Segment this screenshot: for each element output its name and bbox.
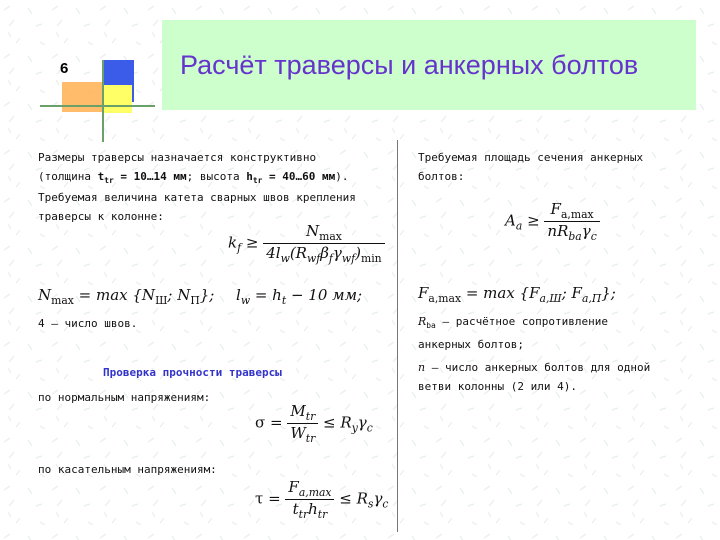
sigma-numerator (287, 402, 318, 424)
fa-symbol: F (418, 284, 429, 302)
weld-leg-paragraph (38, 188, 398, 226)
lw-symbol: l (236, 286, 241, 304)
aa-num-sub: a,max (560, 208, 594, 221)
kf-num-sub: max (319, 230, 342, 243)
t-subscript: tr (104, 176, 114, 186)
aa-den-sub-c: c (590, 230, 597, 243)
sigma-rhs-sub-y: y (351, 421, 358, 435)
welds-count: 4 – число швов. (38, 317, 138, 330)
nmax-symbol: N (38, 286, 52, 304)
kf-denominator (263, 244, 384, 265)
sigma-formula (255, 402, 373, 445)
kf-fraction (263, 222, 384, 265)
sigma-num-M: M (290, 402, 306, 420)
aa-den-sub-ba: ba (568, 230, 582, 243)
text-mid: ; высота (186, 170, 247, 183)
aa-den-gamma: γ (581, 222, 591, 240)
kf-den-sub-f: f (328, 252, 333, 265)
fa-max-formula (418, 284, 616, 305)
rba-line2: анкерных болтов; (418, 338, 524, 352)
tau-formula (255, 478, 388, 521)
shear-stress-label: по касательным напряжениям: (38, 463, 217, 476)
kf-numerator (263, 222, 384, 244)
geq-sign: ≥ (245, 233, 264, 252)
tau-rhs-sub-c: c (382, 497, 389, 511)
kf-den-close: ) (355, 244, 361, 262)
slide-number: 6 (60, 60, 69, 77)
kf-symbol: k (228, 233, 238, 252)
nmax-sub-p: П (190, 294, 200, 307)
n-text1: – число анкерных болтов для одной (425, 361, 651, 374)
text-close: ). (335, 170, 349, 183)
normal-stress-label: по нормальным напряжениям: (38, 391, 211, 404)
n-line1 (418, 358, 708, 377)
tau-fraction (285, 478, 334, 521)
rba-definition (418, 312, 708, 354)
aa-symbol: A (505, 211, 516, 230)
sigma-fraction (287, 402, 318, 445)
weld-leg-line1: Требуемая величина катета сварных швов крепления (38, 191, 356, 204)
tau-num-sub: a,max (298, 486, 332, 499)
kf-den-gamma: γ (332, 244, 342, 262)
sigma-rhs: ≤ R (318, 413, 352, 432)
rba-line1 (418, 312, 708, 335)
lw-mid: = h (250, 286, 282, 304)
tau-den-sub-tr: tr (298, 508, 309, 521)
rba-symbol: R (418, 315, 427, 328)
fa-mid2: ; F (561, 284, 582, 302)
tau-den-sub-tr2: tr (317, 508, 328, 521)
fa-subscript: a,max (428, 292, 462, 305)
travers-size-paragraph (38, 148, 398, 190)
aa-fraction (544, 200, 599, 243)
kf-den-sub-wf: wf (306, 252, 321, 265)
tau-rhs-sub-s: s (367, 497, 374, 511)
h-subscript: tr (252, 176, 263, 186)
tau-rhs-gamma: γ (373, 489, 383, 508)
travers-size-line1: Размеры траверсы назначается конструктивно (38, 151, 317, 164)
lw-sub-t: t (281, 294, 287, 307)
anchor-area-formula (505, 200, 600, 243)
travers-size-line2 (38, 167, 398, 190)
anchor-area-paragraph (418, 148, 708, 186)
tau-rhs: ≤ R (334, 489, 368, 508)
nmax-subscript: max (51, 294, 74, 307)
h-symbol: h (246, 170, 253, 183)
sigma-rhs-gamma: γ (357, 413, 367, 432)
nmax-rhs: = max {N (73, 286, 156, 304)
page-title: Расчёт траверсы и анкерных болтов (180, 50, 639, 80)
tau-num-F: F (288, 478, 299, 496)
aa-numerator (544, 200, 599, 222)
nmax-mid: ; N (167, 286, 191, 304)
tau-lhs: τ = (255, 489, 281, 508)
kf-den-sub-wf2: wf (341, 252, 356, 265)
aa-geq: ≥ (527, 211, 545, 230)
kf-den-beta: β (320, 244, 329, 262)
fa-sub-sh: a,Ш (539, 292, 562, 305)
n-symbol: n (418, 361, 426, 374)
aa-num-F: F (550, 200, 561, 218)
deco-vertical-line (102, 60, 104, 142)
n-line2: ветви колонны (2 или 4). (418, 380, 577, 393)
n-definition (418, 358, 708, 396)
kf-subscript: f (237, 241, 242, 255)
kf-den-R: (R (289, 244, 307, 262)
tau-numerator (285, 478, 334, 500)
deco-square-yellow (104, 85, 132, 113)
sigma-den-W: W (290, 424, 306, 442)
sigma-denominator (287, 424, 318, 445)
fa-end: }; (601, 284, 616, 302)
lw-end: − 10 мм; (286, 286, 363, 304)
sigma-lhs: σ = (255, 413, 283, 432)
fa-mid: = max {F (461, 284, 540, 302)
nmax-sub-sh: Ш (155, 294, 168, 307)
rba-text1: – расчётное сопротивление (435, 315, 609, 328)
height-range: = 40…60 мм (262, 170, 336, 183)
kf-den-sub-min: min (360, 252, 382, 265)
sigma-num-sub: tr (305, 410, 316, 423)
aa-subscript: a (515, 219, 523, 233)
anchor-area-line2: болтов: (418, 170, 465, 183)
aa-den-nR: nR (547, 222, 569, 240)
t-symbol: t (97, 170, 105, 183)
nmax-formula (38, 286, 214, 307)
anchor-area-line1: Требуемая площадь сечения анкерных (418, 151, 644, 164)
aa-denominator (544, 222, 599, 243)
kf-den-sub-w: w (280, 252, 290, 265)
kf-den-4l: 4l (266, 244, 281, 262)
text-open: (толщина (38, 170, 98, 183)
tau-den-t: t (292, 500, 299, 518)
weld-leg-formula (228, 222, 385, 265)
tau-denominator (285, 500, 334, 521)
nmax-end: }; (199, 286, 215, 304)
kf-num-N: N (305, 222, 320, 240)
sigma-rhs-sub-c: c (366, 421, 373, 435)
deco-square-orange (62, 82, 102, 112)
rba-subscript: ba (426, 321, 436, 331)
sigma-den-sub: tr (305, 432, 316, 445)
thickness-range: = 10…14 мм (113, 170, 187, 183)
tau-den-h: h (308, 500, 318, 518)
lw-formula (236, 286, 362, 307)
weld-leg-line2: траверсы к колонне: (38, 210, 164, 223)
lw-subscript: w (240, 294, 251, 307)
deco-horizontal-line (40, 105, 155, 107)
fa-sub-p: a,П (581, 292, 602, 305)
strength-check-heading: Проверка прочности траверсы (103, 366, 282, 379)
